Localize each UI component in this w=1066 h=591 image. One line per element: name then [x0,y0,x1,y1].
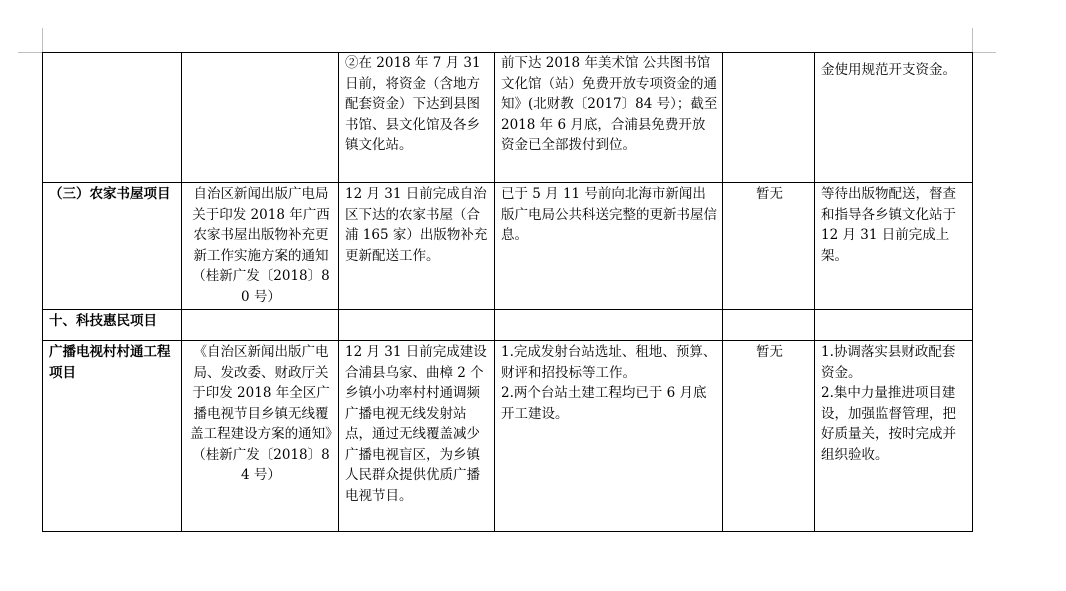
policy-basis-cell [182,53,339,183]
table-row [43,183,973,310]
next-step-cell: 等待出版物配送，督查和指导各乡镇文化站于 12 月 31 日前完成上架。 [815,183,973,310]
next-step-cell: 金使用规范开支资金。 [815,53,973,183]
crop-mark-right-h [972,52,996,53]
issues-cell: 暂无 [723,341,815,532]
project-name-cell [43,53,182,183]
issues-cell [723,53,815,183]
progress-cell: 已于 5 月 11 号前向北海市新闻出版广电局公共科送完整的更新书屋信息。 [495,183,723,310]
crop-mark-left-v [42,28,43,52]
policy-basis-cell: 自治区新闻出版广电局关于印发 2018 年广西农家书屋出版物补充更新工作实施方案的通知（桂新广发〔2018〕80 号） [182,183,339,310]
progress-item: 1.完成发射台站选址、租地、预算、财评和招投标等工作。 [501,344,717,381]
table-row [43,341,973,532]
crop-mark-left-h [18,52,42,53]
plan-cell: ②在 2018 年 7 月 31 日前，将资金（含地方配套资金）下达到县图书馆、县文化馆及各乡镇文化站。 [339,53,495,183]
table-row [43,310,973,341]
issues-cell: 暂无 [723,183,815,310]
project-name-cell: （三）农家书屋项目 [43,183,182,310]
policy-basis-cell: 《自治区新闻出版广电局、发改委、财政厅关于印发 2018 年全区广播电视节目乡镇无线覆盖工程建设方案的通知》（桂新广发〔2018〕84 号） [182,341,339,532]
next-step-item: 1.协调落实县财政配套资金。 [821,344,956,381]
progress-cell: 前下达 2018 年美术馆 公共图书馆 文化馆（站）免费开放专项资金的通知》(北财教〔2017〕84 号）；截至 2018 年 6 月底，合浦县免费开放资金已全部拨付到位。 [495,53,723,183]
progress-cell [495,341,723,532]
empty-cell [495,310,723,341]
project-progress-table [42,52,973,532]
section-heading-cell: 十、科技惠民项目 [43,310,182,341]
plan-cell: 12 月 31 日前完成建设合浦县乌家、曲樟 2 个乡镇小功率村村通调频广播电视无线发射站点，通过无线覆盖减少广播电视盲区，为乡镇人民群众提供优质广播电视节目。 [339,341,495,532]
empty-cell [815,310,973,341]
project-name-cell: 广播电视村村通工程项目 [43,341,182,532]
empty-cell [723,310,815,341]
next-step-item: 2.集中力量推进项目建设，加强监督管理，把好质量关，按时完成并组织验收。 [821,385,956,463]
empty-cell [339,310,495,341]
plan-cell: 12 月 31 日前完成自治区下达的农家书屋（合浦 165 家）出版物补充更新配送工作。 [339,183,495,310]
empty-cell [182,310,339,341]
next-step-cell [815,341,973,532]
progress-item: 2.两个台站土建工程均已于 6 月底开工建设。 [501,385,707,422]
table-row [43,53,973,183]
crop-mark-right-v [972,28,973,52]
